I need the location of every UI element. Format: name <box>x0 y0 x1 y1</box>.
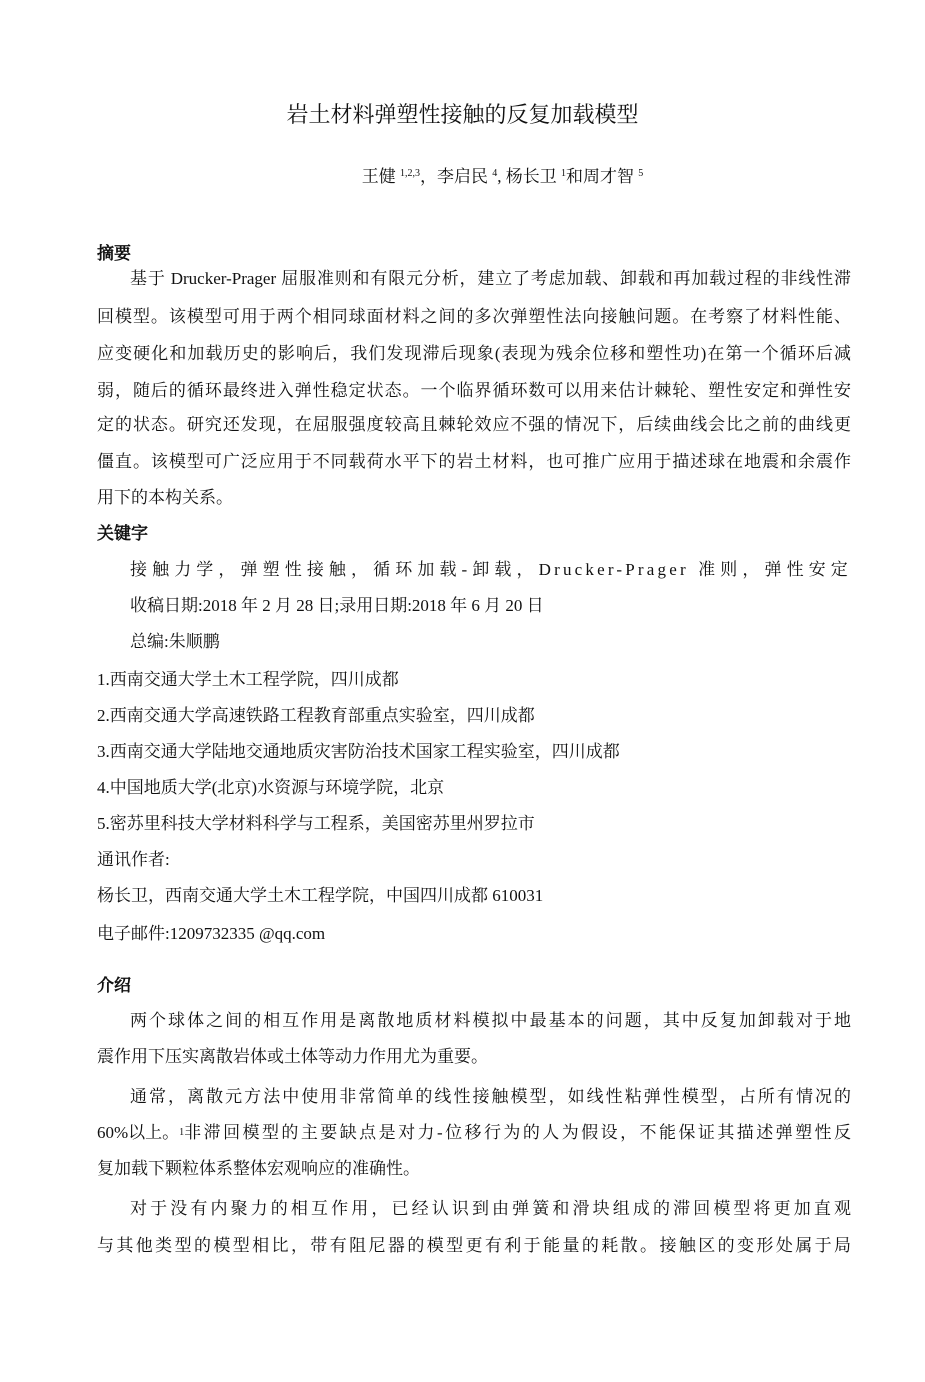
abstract-line: 应变硬化和加载历史的影响后，我们发现滞后现象(表现为残余位移和塑性功)在第一个循环后减 <box>97 344 851 363</box>
author-list <box>0 162 925 189</box>
abstract-line: 用下的本构关系。 <box>97 488 233 507</box>
abstract-line: 僵直。该模型可广泛应用于不同载荷水平下的岩土材料，也可推广应用于描述球在地震和余震作 <box>97 452 851 471</box>
affiliation: 4.中国地质大学(北京)水资源与环境学院，北京 <box>97 778 445 797</box>
correspondence-address: 杨长卫，西南交通大学土木工程学院，中国四川成都 610031 <box>97 886 544 905</box>
intro-line: 两个球体之间的相互作用是离散地质材料模拟中最基本的问题，其中反复加卸载对于地 <box>130 1011 851 1030</box>
intro-line: 震作用下压实离散岩体或土体等动力作用尤为重要。 <box>97 1047 488 1066</box>
author: 杨长卫 <box>505 167 557 186</box>
affiliation: 1.西南交通大学土木工程学院，四川成都 <box>97 670 399 689</box>
abstract-line: 弱，随后的循环最终进入弹性稳定状态。一个临界循环数可以用来估计棘轮、塑性安定和弹性安 <box>97 381 851 400</box>
intro-line <box>97 1121 851 1145</box>
intro-text: 非滞回模型的主要缺点是对力-位移行为的人为假设，不能保证其描述弹塑性反 <box>184 1123 851 1142</box>
intro-line: 复加载下颗粒体系整体宏观响应的准确性。 <box>97 1159 420 1178</box>
affiliation: 5.密苏里科技大学材料科学与工程系，美国密苏里州罗拉市 <box>97 814 535 833</box>
author-affiliation: 1 <box>561 168 566 179</box>
correspondence-email: 电子邮件:1209732335 @qq.com <box>97 924 326 943</box>
abstract-line: 定的状态。研究还发现，在屈服强度较高且棘轮效应不强的情况下，后续曲线会比之前的曲线更 <box>97 415 851 434</box>
abstract-line: 回模型。该模型可用于两个相同球面材料之间的多次弹塑性法向接触问题。在考察了材料性能、 <box>97 307 851 326</box>
author-affiliation: 4 <box>492 168 498 179</box>
intro-line: 对于没有内聚力的相互作用，已经认识到由弹簧和滑块组成的滞回模型将更加直观 <box>130 1199 851 1218</box>
keywords-text: 接触力学，弹塑性接触，循环加载-卸载，Drucker-Prager 准则，弹性安定 <box>130 560 851 579</box>
author-affiliation: 5 <box>638 168 644 179</box>
editor: 总编:朱顺鹏 <box>130 632 220 651</box>
author: 王健 <box>361 167 396 186</box>
affiliation: 3.西南交通大学陆地交通地质灾害防治技术国家工程实验室，四川成都 <box>97 742 620 761</box>
author-affiliation: 1,2,3 <box>400 168 420 179</box>
separator: ， <box>420 167 437 186</box>
paper-title: 岩土材料弹塑性接触的反复加载模型 <box>286 102 639 127</box>
intro-text: 60%以上。 <box>97 1123 180 1142</box>
correspondence-label: 通讯作者: <box>97 850 170 869</box>
intro-line: 与其他类型的模型相比，带有阻尼器的模型更有利于能量的耗散。接触区的变形处属于局 <box>97 1236 851 1255</box>
intro-line: 通常，离散元方法中使用非常简单的线性接触模型，如线性粘弹性模型，占所有情况的 <box>130 1087 851 1106</box>
author: 李启民 <box>437 167 488 186</box>
received-date: 收稿日期:2018 年 2 月 28 日;录用日期:2018 年 6 月 20 日 <box>130 596 544 615</box>
abstract-heading: 摘要 <box>97 244 131 264</box>
citation: 1 <box>179 1127 185 1138</box>
separator: , <box>497 167 506 186</box>
intro-heading: 介绍 <box>97 976 131 996</box>
abstract-line: 基于 Drucker-Prager 屈服准则和有限元分析，建立了考虑加载、卸载和再加载过程的非线性滞 <box>130 269 851 288</box>
author: 和周才智 <box>566 167 634 186</box>
keywords-heading: 关键字 <box>97 524 148 544</box>
affiliation: 2.西南交通大学高速铁路工程教育部重点实验室，四川成都 <box>97 706 535 725</box>
